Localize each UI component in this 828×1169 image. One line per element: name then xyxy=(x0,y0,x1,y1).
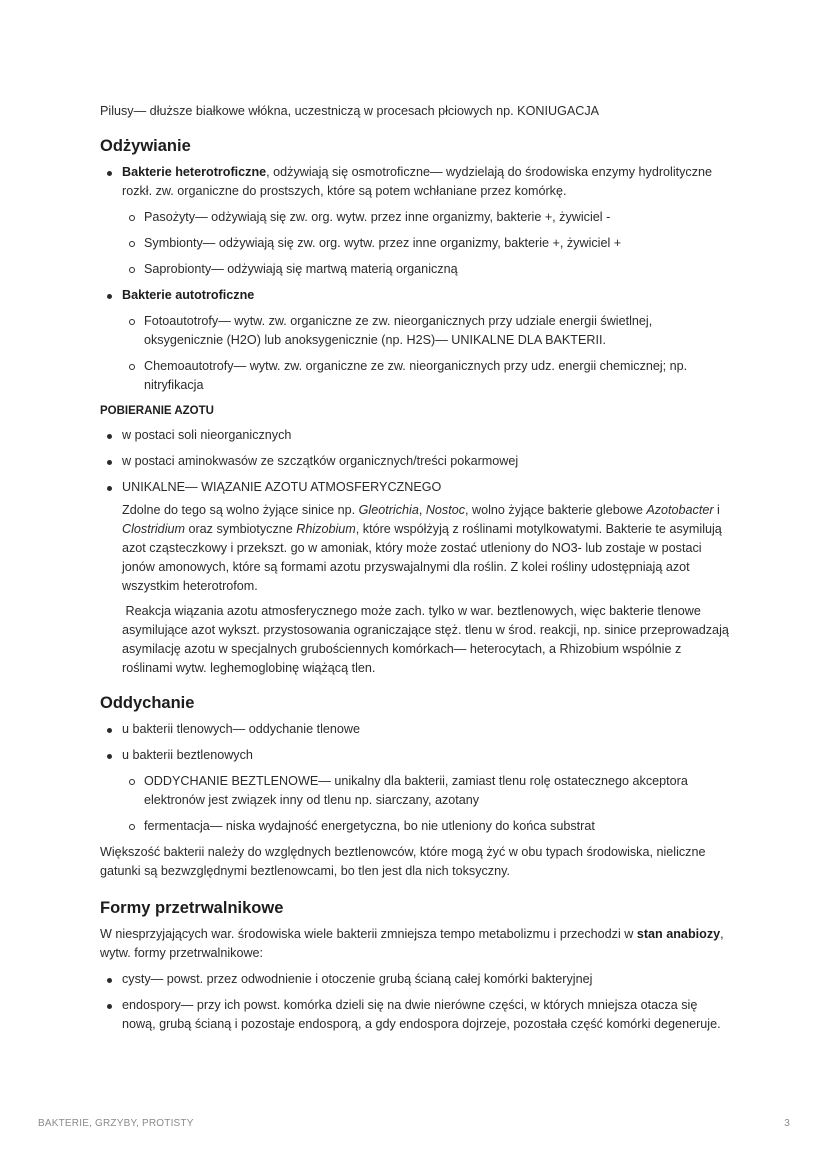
text-run: W niesprzyjających war. środowiska wiele bakterii zmniejsza tempo metabolizmu i przechodzi w xyxy=(100,927,637,941)
list-item-beztlenowe xyxy=(100,746,730,836)
list-item-saprobionty xyxy=(122,260,730,279)
list-item-text: Chemoautotrofy— wytw. zw. organiczne ze zw. nieorganicznych przy udz. energii chemicznej; np. nitryfikacja xyxy=(144,359,688,392)
circle-bullet-icon xyxy=(129,319,135,325)
azot-list xyxy=(100,426,730,497)
text-run: , które współżyją z roślinami motylkowatymi. Bakterie te asymilują azot cząsteczkowy i przekszt. go w amoniak, który może zostać utleniony do NO3- lub zostaje w postaci jonów amonowych, które są formami azotu przyswajalnymi dla roślin. Z kolei rośliny udostępniają azot wszystkim heterotrofom. xyxy=(122,522,722,593)
autotrophs-term: Bakterie autotroficzne xyxy=(122,288,255,302)
bullet-icon xyxy=(107,486,112,491)
circle-bullet-icon xyxy=(129,824,135,830)
bullet-icon xyxy=(107,978,112,983)
footer-title: BAKTERIE, GRZYBY, PROTISTY xyxy=(38,1118,194,1129)
species-name: Nostoc xyxy=(425,503,466,517)
bullet-icon xyxy=(107,171,112,176)
species-name: Rhizobium xyxy=(296,522,356,536)
list-item-symbionty xyxy=(122,234,730,253)
list-item-text: Fotoautotrofy— wytw. zw. organiczne ze zw. nieorganicznych przy udziale energii świetlnej, oksygenicznie (H2O) lub anoksygenicznie (np. H2S)— UNIKALNE DLA BAKTERII. xyxy=(144,314,653,347)
oddychanie-list xyxy=(100,720,730,836)
list-item-cysty xyxy=(100,970,730,989)
species-name: Clostridium xyxy=(122,522,185,536)
list-item-text: w postaci aminokwasów ze szczątków organicznych/treści pokarmowej xyxy=(122,454,519,468)
list-item-pasozyty xyxy=(122,208,730,227)
autotrophs-sublist xyxy=(122,312,730,395)
list-item-sole xyxy=(100,426,730,445)
list-item-fermentacja xyxy=(122,817,730,836)
page-footer xyxy=(38,1118,790,1129)
list-item-text: fermentacja— niska wydajność energetyczna, bo nie utleniony do końca substrat xyxy=(144,819,595,833)
list-item-text: u bakterii tlenowych— oddychanie tlenowe xyxy=(122,722,361,736)
text-run: , xyxy=(418,503,426,517)
list-item-chemoautotrofy xyxy=(122,357,730,395)
list-item-text: endospory— przy ich powst. komórka dzieli się na dwie nierówne części, w których mniejsza otacza się nową, grubą ścianą i pozostaje endosporą, a gdy endospora dojrzeje, pozostała część komórki degeneruje. xyxy=(122,998,721,1031)
heading-odzywianie: Odżywianie xyxy=(100,137,191,155)
formy-intro-paragraph xyxy=(100,925,730,963)
odzywianie-list xyxy=(100,163,730,395)
circle-bullet-icon xyxy=(129,215,135,221)
list-item-text: cysty— powst. przez odwodnienie i otoczenie grubą ścianą całej komórki bakteryjnej xyxy=(122,972,593,986)
bullet-icon xyxy=(107,460,112,465)
list-item-heterotrophs xyxy=(100,163,730,279)
text-run: , wolno żyjące bakterie glebowe xyxy=(465,503,647,517)
list-item-fotoautotrofy xyxy=(122,312,730,350)
list-item-endospory xyxy=(100,996,730,1034)
list-item-text: w postaci soli nieorganicznych xyxy=(122,428,292,442)
oddychanie-summary-paragraph: Większość bakterii należy do względnych beztlenowców, które mogą żyć w obu typach środowiska, nieliczne gatunki są bezwzględnymi beztlenowcami, bo tlen jest dla nich toksyczny. xyxy=(100,845,706,878)
stan-anabiozy-term: stan anabiozy xyxy=(636,927,721,941)
nitrogen-fixation-paragraph xyxy=(122,501,730,596)
list-item-text: u bakterii beztlenowych xyxy=(122,748,253,762)
heading-pobieranie-azotu: POBIERANIE AZOTU xyxy=(100,405,214,417)
circle-bullet-icon xyxy=(129,364,135,370)
circle-bullet-icon xyxy=(129,779,135,785)
bullet-icon xyxy=(107,434,112,439)
list-item-aminokwasy xyxy=(100,452,730,471)
heading-formy-przetrwalnikowe: Formy przetrwalnikowe xyxy=(100,899,284,917)
list-item-text: Saprobionty— odżywiają się martwą materią organiczną xyxy=(144,262,458,276)
text-run: i xyxy=(713,503,720,517)
list-item-text: Symbionty— odżywiają się zw. org. wytw. przez inne organizmy, bakterie +, żywiciel + xyxy=(144,236,622,250)
list-item-text: Pasożyty— odżywiają się zw. org. wytw. przez inne organizmy, bakterie +, żywiciel - xyxy=(144,210,611,224)
anaerobic-reaction-paragraph: Reakcja wiązania azotu atmosferycznego może zach. tylko w war. beztlenowych, więc bakterie tlenowe asymilujące azot wykszt. przystosowania ograniczające stęż. tlenu w środ. reakcji, np. sinice przeprowadzają asymilację azotu w specjalnych grubościennych komórkach— heterocytach, a Rhizobium wspólnie z roślinami wytw. leghemoglobinę wiążącą tlen. xyxy=(122,604,733,675)
bullet-icon xyxy=(107,294,112,299)
beztlenowe-sublist xyxy=(122,772,730,836)
heterotrophs-desc: , odżywiają się osmotroficzne— wydzielają do środowiska enzymy hydrolityczne rozkł. zw. organiczne do prostszych, które są potem wchłaniane przez komórkę. xyxy=(122,165,713,198)
heading-oddychanie: Oddychanie xyxy=(100,694,195,712)
list-item-autotrophs xyxy=(100,286,730,395)
text-run: Zdolne do tego są wolno żyjące sinice np. xyxy=(122,503,359,517)
list-item-text: UNIKALNE— WIĄZANIE AZOTU ATMOSFERYCZNEGO xyxy=(122,480,442,494)
text-run: oraz symbiotyczne xyxy=(184,522,297,536)
list-item-wiazanie-azotu xyxy=(100,478,730,497)
page-content xyxy=(100,100,733,1041)
circle-bullet-icon xyxy=(129,267,135,273)
formy-list xyxy=(100,970,730,1034)
pilusy-paragraph: Pilusy— dłuższe białkowe włókna, uczestniczą w procesach płciowych np. KONIUGACJA xyxy=(100,104,600,118)
species-name: Azotobacter xyxy=(646,503,714,517)
bullet-icon xyxy=(107,728,112,733)
circle-bullet-icon xyxy=(129,241,135,247)
heterotrophs-term: Bakterie heterotroficzne xyxy=(122,165,267,179)
species-name: Gleotrichia xyxy=(358,503,419,517)
bullet-icon xyxy=(107,754,112,759)
heterotrophs-sublist xyxy=(122,208,730,279)
list-item-tlenowe xyxy=(100,720,730,739)
bullet-icon xyxy=(107,1004,112,1009)
page-number: 3 xyxy=(784,1118,790,1129)
list-item-oddychanie-beztlenowe xyxy=(122,772,730,810)
text-run: , wytw. formy przetrwalnikowe: xyxy=(100,927,724,960)
list-item-text: ODDYCHANIE BEZTLENOWE— unikalny dla bakterii, zamiast tlenu rolę ostatecznego akceptora elektronów jest związek inny od tlenu np. siarczany, azotany xyxy=(144,774,688,807)
